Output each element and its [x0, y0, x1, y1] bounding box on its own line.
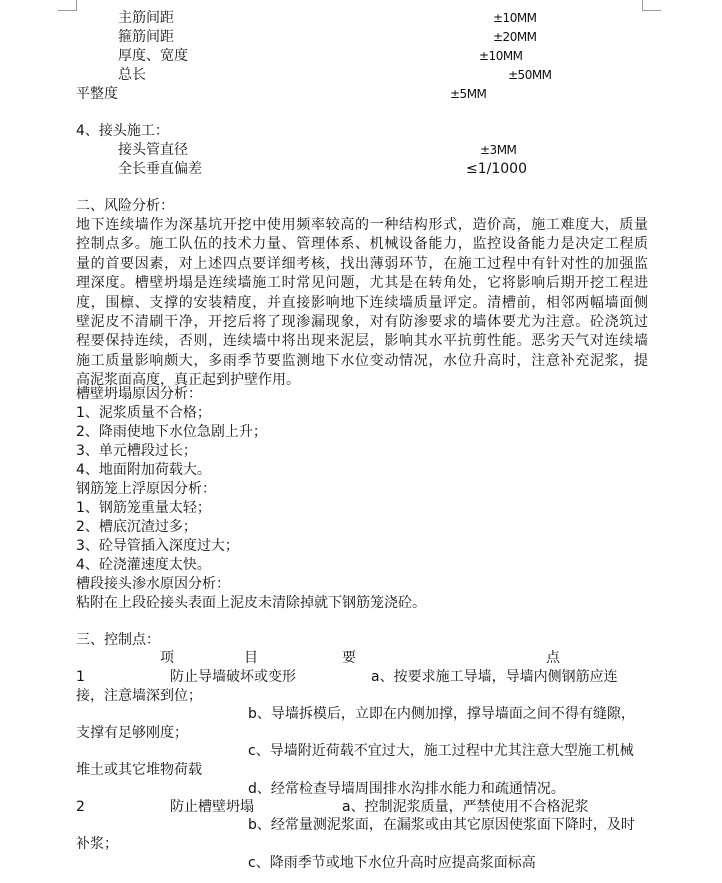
spec-tolerance: ≤1/1000 [466, 161, 527, 177]
spec-tolerance: ±50MM [508, 68, 552, 82]
table-header-cell: 要 [342, 650, 356, 666]
list-item: 4、地面附加荷载大。 [76, 462, 211, 478]
list-item: 2、槽底沉渣过多； [76, 519, 197, 535]
control-point: 补浆； [76, 836, 118, 852]
table-header-cell: 目 [244, 650, 258, 666]
risk-paragraph [76, 216, 648, 391]
spec-tolerance: ±10MM [479, 49, 523, 63]
table-header-cell: 项 [160, 650, 174, 666]
spec-label: 主筋间距 [118, 10, 174, 26]
control-item: 防止导墙破坏或变形 [170, 669, 296, 685]
spec-tolerance: ±5MM [450, 87, 487, 101]
paragraph-line: 施工质量影响颇大，多雨季节要监测地下水位变动情况，水位升高时，注意补充泥浆，提 [76, 352, 648, 369]
control-point: c、导墙附近荷载不宜过大，施工过程中尤其注意大型施工机械 [248, 743, 634, 759]
paragraph-line: 度，围檩、支撑的安装精度，并直接影响地下连续墙质量评定。清槽前，相邻两幅墙面侧 [76, 294, 648, 311]
list-item: 2、降雨使地下水位急剧上升； [76, 424, 267, 440]
crop-mark-top-left [58, 0, 77, 11]
list-item: 1、钢筋笼重量太轻； [76, 500, 211, 516]
analysis-title: 钢筋笼上浮原因分析： [76, 481, 216, 497]
list-item: 1、泥浆质量不合格； [76, 405, 211, 421]
spec-label: 箍筋间距 [118, 29, 174, 45]
paragraph-line: 地下连续墙作为深基坑开挖中使用频率较高的一种结构形式，造价高，施工难度大，质量 [76, 217, 648, 233]
paragraph-line: 高泥浆面高度，真正起到护壁作用。 [76, 372, 300, 389]
row-number: 2 [76, 799, 85, 815]
control-point: b、经常量测泥浆面，在漏浆或由其它原因使浆面下降时，及时 [248, 817, 635, 833]
spec-label: 接头管直径 [118, 142, 188, 158]
table-header-cell: 点 [546, 650, 560, 666]
control-point: d、经常检查导墙周围排水沟排水能力和疏通情况。 [248, 781, 565, 797]
list-item: 4、砼浇灌速度太快。 [76, 557, 211, 573]
section-heading: 二、风险分析： [76, 198, 174, 214]
spec-label: 全长垂直偏差 [118, 161, 202, 177]
spec-label: 厚度、宽度 [118, 48, 188, 64]
row-number: 1 [76, 669, 85, 685]
spec-label: 总长 [118, 67, 146, 83]
control-point: 接，注意墙深到位； [76, 688, 202, 704]
control-point: a、控制泥浆质量，严禁使用不合格泥浆 [342, 799, 589, 815]
analysis-text: 粘附在上段砼接头表面上泥皮未清除掉就下钢筋笼浇砼。 [76, 595, 426, 611]
list-item: 3、单元槽段过长； [76, 443, 197, 459]
section-heading: 三、控制点： [76, 632, 160, 648]
crop-mark-top-right [642, 0, 661, 11]
analysis-title: 槽段接头渗水原因分析： [76, 576, 230, 592]
analysis-title: 槽壁坍塌原因分析： [76, 386, 202, 402]
control-point: 支撑有足够刚度； [76, 725, 188, 741]
spec-tolerance: ±20MM [493, 30, 537, 44]
paragraph-line: 量的首要因素，对上述四点要详细考核，找出薄弱环节，在施工过程中有针对性的加强监 [76, 255, 648, 272]
spec-label: 平整度 [76, 86, 118, 102]
control-point: c、降雨季节或地下水位升高时应提高浆面标高 [248, 855, 536, 871]
control-point: b、导墙拆模后，立即在内侧加撑，撑导墙面之间不得有缝隙， [248, 706, 635, 722]
list-item: 3、砼导管插入深度过大； [76, 538, 239, 554]
spec-tolerance: ±10MM [493, 11, 537, 25]
control-point: 堆土或其它堆物荷载 [76, 762, 202, 778]
control-point: a、按要求施工导墙，导墙内侧钢筋应连 [371, 669, 618, 685]
paragraph-line: 控制点多。施工队伍的技术力量、管理体系、机械设备能力，监控设备能力是决定工程质 [76, 236, 648, 253]
control-item: 防止槽壁坍塌 [170, 799, 254, 815]
paragraph-line: 理深度。槽壁坍塌是连续墙施工时常见问题，尤其是在转角处，它将影响后期开挖工程进 [76, 275, 648, 292]
spec-tolerance: ±3MM [480, 143, 517, 157]
section-heading: 4、接头施工： [76, 123, 169, 139]
paragraph-line: 程要保持连续，否则，连续墙中将出现来泥层，影响其水平抗剪性能。恶劣天气对连续墙 [76, 333, 648, 350]
paragraph-line: 壁泥皮不清刷干净，开挖后将了现渗漏现象，对有防渗要求的墙体要尤为注意。砼浇筑过 [76, 314, 648, 331]
